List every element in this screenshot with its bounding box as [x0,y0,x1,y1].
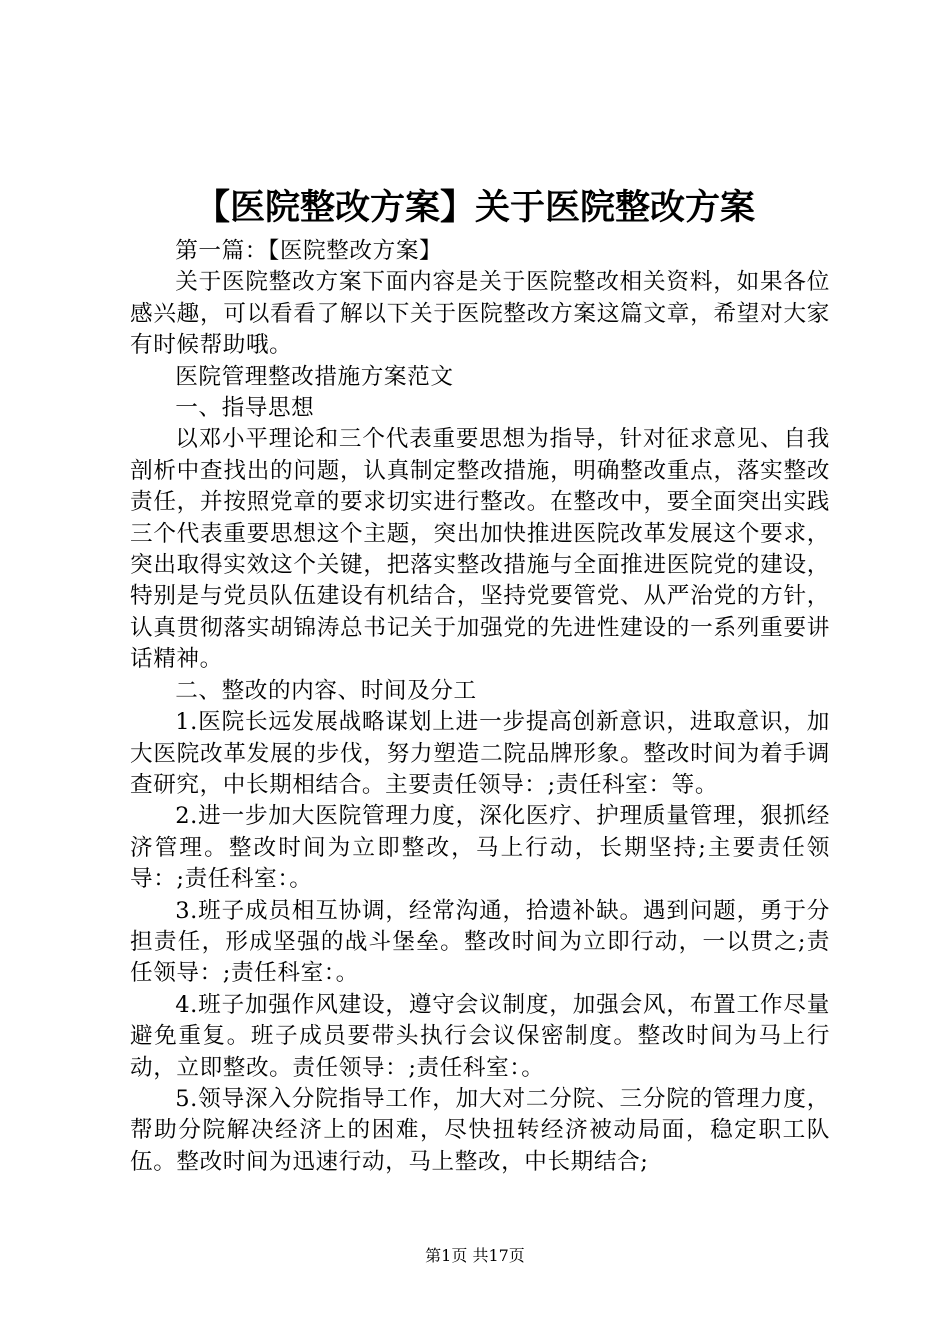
paragraph: 医院管理整改措施方案范文 [175,363,454,390]
paragraph: 5.领导深入分院指导工作，加大对二分院、三分院的管理力度，帮助分院解决经济上的困难，尽快扭转经济被动局面，稳定职工队伍。整改时间为迅速行动，马上整改，中长期结合; [130,1085,830,1175]
paragraph: 二、整改的内容、时间及分工 [175,677,477,704]
paragraph: 以邓小平理论和三个代表重要思想为指导，针对征求意见、自我剖析中查找出的问题，认真制定整改措施，明确整改重点，落实整改责任，并按照党章的要求切实进行整改。在整改中，要全面突出实践三个代表重要思想这个主题，突出加快推进医院改革发展这个要求，突出取得实效这个关键，把落实整改措施与全面推进医院党的建设，特别是与党员队伍建设有机结合，坚持党要管党、从严治党的方针，认真贯彻落实胡锦涛总书记关于加强党的先进性建设的一系列重要讲话精神。 [130,426,830,673]
paragraph: 4.班子加强作风建设，遵守会议制度，加强会风，布置工作尽量避免重复。班子成员要带头执行会议保密制度。整改时间为马上行动，立即整改。责任领导：;责任科室：。 [130,991,830,1081]
paragraph: 3.班子成员相互协调，经常沟通，拾遗补缺。遇到问题，勇于分担责任，形成坚强的战斗堡垒。整改时间为立即行动，一以贯之;责任领导：;责任科室：。 [130,897,830,987]
document-body [130,236,830,1178]
paragraph: 1.医院长远发展战略谋划上进一步提高创新意识，进取意识，加大医院改革发展的步伐，努力塑造二院品牌形象。整改时间为着手调查研究，中长期相结合。主要责任领导：;责任科室：等。 [130,709,830,798]
paragraph: 第一篇：【医院整改方案】 [175,238,443,264]
document-title: 【医院整改方案】关于医院整改方案 [194,187,755,228]
paragraph: 一、指导思想 [175,395,315,422]
page-footer: 第1页 共17页 [425,1246,525,1265]
paragraph: 2.进一步加大医院管理力度，深化医疗、护理质量管理，狠抓经济管理。整改时间为立即整改，马上行动，长期坚持;主要责任领导：;责任科室：。 [130,803,830,893]
paragraph: 关于医院整改方案下面内容是关于医院整改相关资料，如果各位感兴趣，可以看看了解以下关于医院整改方案这篇文章，希望对大家有时候帮助哦。 [130,269,830,359]
